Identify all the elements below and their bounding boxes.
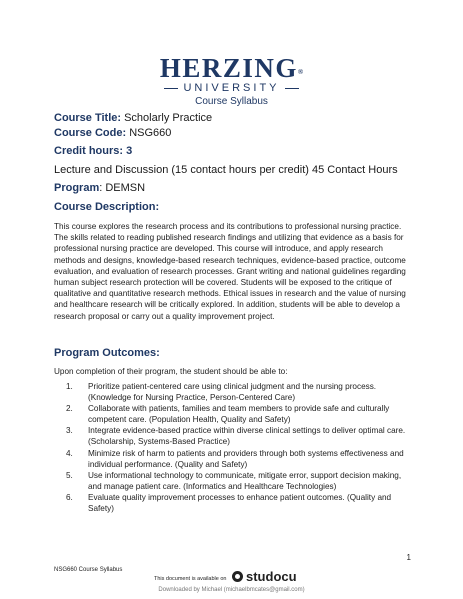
outcome-item [54,403,414,425]
credit-hours-label: Credit hours: [54,145,124,157]
program-label: Program [54,182,100,194]
program-value: : DEMSN [99,182,146,194]
logo-rule-left [164,88,178,89]
outcome-item [54,381,414,403]
outcomes-list [54,381,414,514]
program-outcomes-heading: Program Outcomes: [54,347,160,359]
credit-hours-value: 3 [126,145,133,157]
course-title-label: Course Title: [54,112,122,124]
course-title-line [54,112,212,124]
course-title-value: Scholarly Practice [124,112,213,124]
footer-course-label: NSG660 Course Syllabus [54,567,123,573]
outcome-text: Collaborate with patients, families and team members to provide safe and culturally competent care. (Population Health, Quality and Safety) [88,404,390,425]
logo-rule-right [285,88,299,89]
downloaded-by-text: Downloaded by Michael (michaelbmcates@gmail.com) [158,587,305,593]
course-code-label: Course Code: [54,127,127,139]
outcome-item [54,448,414,470]
course-code-line [54,127,171,139]
outcome-text: Use informational technology to communicate, mitigate error, support decision making, and manage patient care. (Informatics and Healthcare Technologies) [88,470,402,491]
program-line [54,182,145,194]
outcome-item [54,492,414,514]
outcome-number: 4. [66,448,73,458]
studocu-brand: studocu [246,569,297,584]
logo-subline [0,82,463,95]
outcome-number: 6. [66,492,73,502]
outcome-number: 3. [66,426,73,436]
course-description-heading: Course Description: [54,201,160,213]
logo-university: UNIVERSITY [183,82,280,94]
document-available-text: This document is available on [154,576,227,582]
page-number: 1 [406,553,411,562]
outcomes-intro: Upon completion of their program, the student should be able to: [54,367,288,376]
credit-hours-line [54,145,132,157]
herzing-logo [0,54,463,95]
lecture-line: Lecture and Discussion (15 contact hours per credit) 45 Contact Hours [54,164,398,176]
outcome-item [54,425,414,447]
logo-wordmark: HERZING® [159,53,304,83]
course-description-text: This course explores the research process and its contributions to professional nursing practice. The skills related to reading published research findings and utilizing that evidence as a basis for professional nursing practice are developed. This course will introduce, and apply research methods and designs, knowledge-based research techniques, evidence-based practice, outcome evaluation, and evaluation of research processes. Grant writing and national guidelines regarding human subject research protection will be covered. Students will be exposed to the critique of qualitative and quantitative research methods. Ethical issues in research and the value of nursing and healthcare research will be critically explored. In addition, students will be able to develop a research proposal or carry out a quality improvement project. [54,222,406,321]
outcome-text: Integrate evidence-based practice within diverse clinical settings to deliver optimal care. (Scholarship, Systems-Based Practice) [88,426,406,447]
studocu-logo-link[interactable] [232,569,297,584]
outcome-text: Minimize risk of harm to patients and providers through both systems effectiveness and individual performance. (Quality and Safety) [88,448,404,469]
outcome-number: 1. [66,382,73,391]
outcome-number: 5. [66,470,73,480]
outcome-text: Prioritize patient-centered care using clinical judgment and the nursing process. (Knowledge for Nursing Practice, Person-Centered Care) [88,382,377,403]
outcome-text: Evaluate quality improvement processes to enhance patient outcomes. (Quality and Safety) [88,492,392,514]
studocu-icon [232,571,243,582]
course-code-value: NSG660 [129,127,172,139]
document-subtitle: Course Syllabus [195,96,268,107]
outcome-number: 2. [66,404,73,414]
outcome-item [54,470,414,492]
